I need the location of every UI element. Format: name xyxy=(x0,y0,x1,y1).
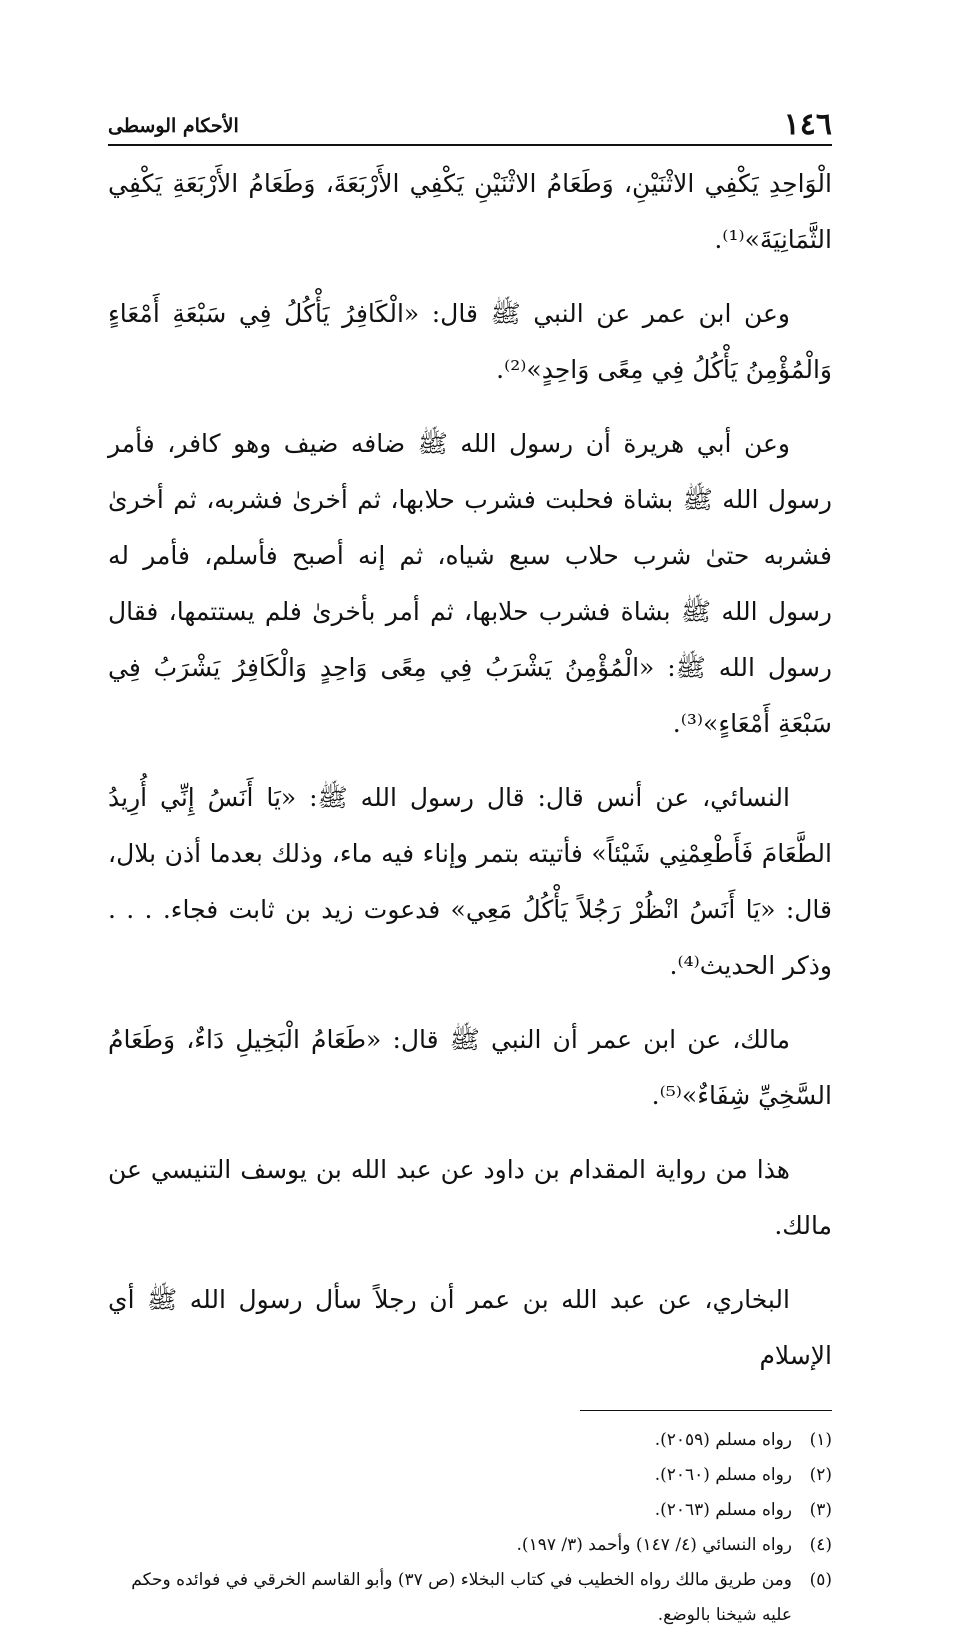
paragraph: وعن ابن عمر عن النبي ﷺ قال: «الْكَافِرُ يَأْكُلُ فِي سَبْعَةِ أَمْعَاءٍ وَالْمُؤْمِنُ يَأْكُلُ فِي مِعًى وَاحِدٍ»⁽²⁾. xyxy=(108,299,832,384)
footnote xyxy=(108,1528,832,1563)
footnote-number: (٥) xyxy=(809,1570,832,1590)
page-body xyxy=(108,156,832,1384)
footnotes xyxy=(108,1423,832,1633)
page-header xyxy=(108,96,832,146)
footnote-number: (٣) xyxy=(809,1500,832,1520)
footnote xyxy=(108,1563,832,1633)
paragraph: وعن أبي هريرة أن رسول الله ﷺ ضافه ضيف وهو كافر، فأمر رسول الله ﷺ بشاة فحلبت فشرب حلابها، ثم أخرىٰ فشربه، ثم أخرىٰ فشربه حتىٰ شرب حلاب سبع شياه، ثم إنه أصبح فأسلم، فأمر له رسول الله ﷺ بشاة فشرب حلابها، ثم أمر بأخرىٰ فلم يستتمها، فقال رسول الله ﷺ: «الْمُؤْمِنُ يَشْرَبُ فِي مِعًى وَاحِدٍ وَالْكَافِرُ يَشْرَبُ فِي سَبْعَةِ أَمْعَاءٍ»⁽³⁾. xyxy=(108,429,832,738)
footnote-separator xyxy=(580,1410,832,1411)
footnote-number: (٢) xyxy=(809,1465,832,1485)
book-page xyxy=(108,96,832,1633)
footnote xyxy=(108,1423,832,1458)
footnote-text: رواه مسلم (٢٠٥٩). xyxy=(654,1430,792,1450)
paragraph: هذا من رواية المقدام بن داود عن عبد الله بن يوسف التنيسي عن مالك. xyxy=(108,1155,832,1240)
footnote-number: (٤) xyxy=(809,1535,832,1555)
footnote xyxy=(108,1458,832,1493)
paragraph: البخاري، عن عبد الله بن عمر أن رجلاً سأل رسول الله ﷺ أي الإسلام xyxy=(108,1285,832,1370)
footnote-number: (١) xyxy=(809,1430,832,1450)
paragraph: الْوَاحِدِ يَكْفِي الاثْنَيْنِ، وَطَعَامُ الاثْنَيْنِ يَكْفِي الأَرْبَعَةَ، وَطَعَامُ الأَرْبَعَةِ يَكْفِي الثَّمَانِيَةَ»⁽¹⁾. xyxy=(108,169,832,254)
running-title: الأحكام الوسطى xyxy=(108,115,239,137)
paragraph: النسائي، عن أنس قال: قال رسول الله ﷺ: «يَا أَنَسُ إِنِّي أُرِيدُ الطَّعَامَ فَأَطْعِمْنِي شَيْئاً» فأتيته بتمر وإناء فيه ماء، وذلك بعدما أذن بلال، قال: «يَا أَنَسُ انْظُرْ رَجُلاً يَأْكُلُ مَعِي» فدعوت زيد بن ثابت فجاء. . . . وذكر الحديث⁽⁴⁾. xyxy=(108,783,832,980)
footnote xyxy=(108,1493,832,1528)
paragraph: مالك، عن ابن عمر أن النبي ﷺ قال: «طَعَامُ الْبَخِيلِ دَاءٌ، وَطَعَامُ السَّخِيِّ شِفَاءٌ»⁽⁵⁾. xyxy=(108,1025,832,1110)
footnote-text: رواه مسلم (٢٠٦٣). xyxy=(654,1500,792,1520)
footnote-text: ومن طريق مالك رواه الخطيب في كتاب البخلاء (ص ٣٧) وأبو القاسم الخرقي في فوائده وحكم عليه شيخنا بالوضع. xyxy=(131,1570,792,1625)
footnote-text: رواه مسلم (٢٠٦٠). xyxy=(654,1465,792,1485)
footnote-text: رواه النسائي (٤/ ١٤٧) وأحمد (٣/ ١٩٧). xyxy=(516,1535,792,1555)
page-number: ١٤٦ xyxy=(783,107,832,142)
